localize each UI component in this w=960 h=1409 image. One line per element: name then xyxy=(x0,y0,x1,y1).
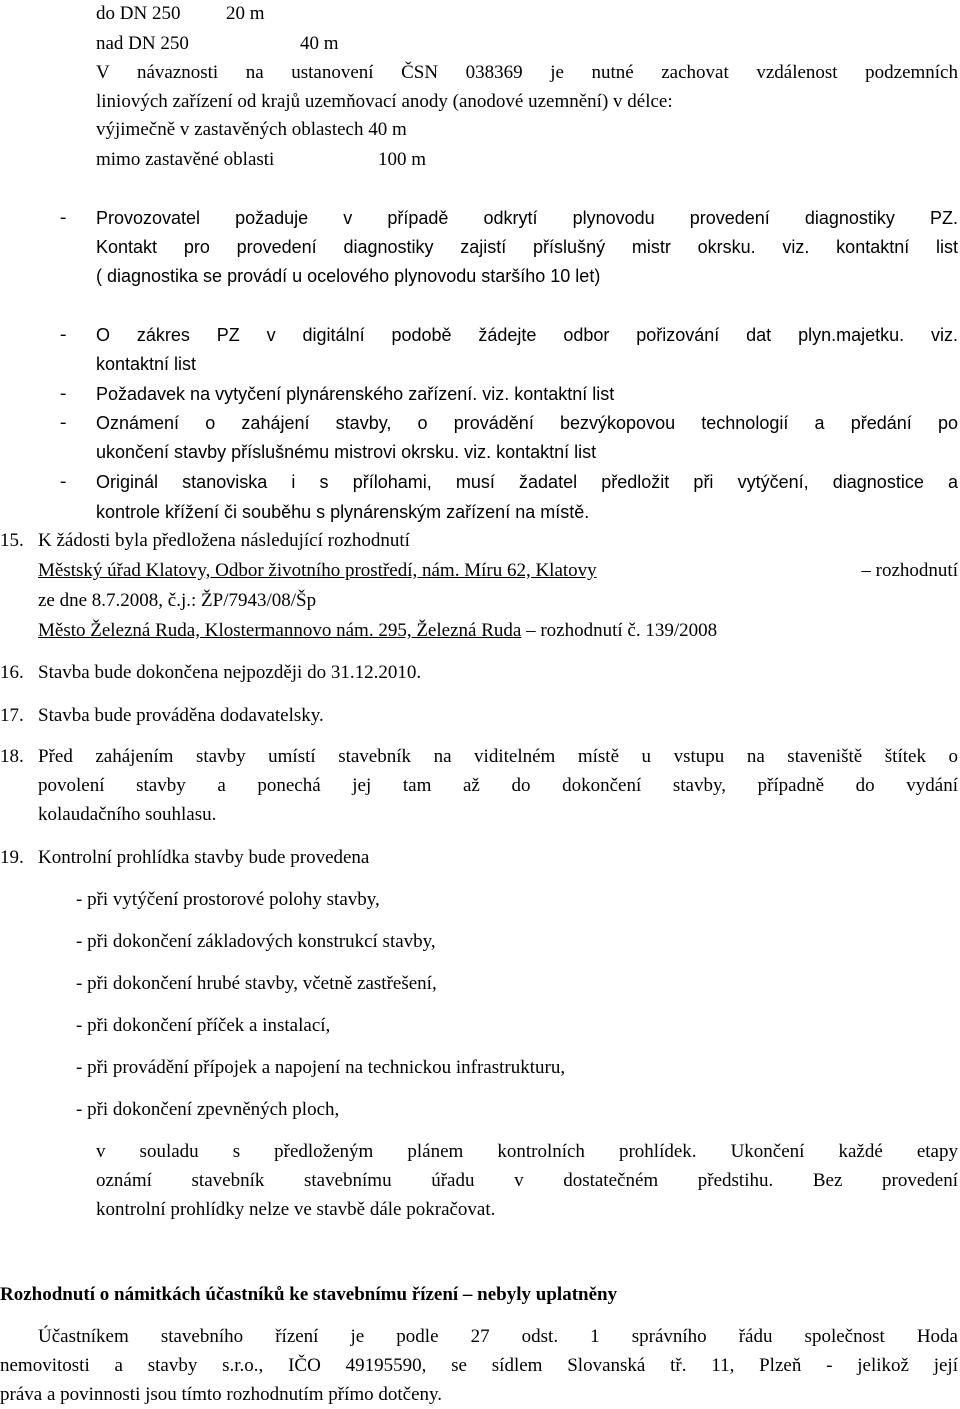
final-line-2: nemovitosti a stavby s.r.o., IČO 49195590, se sídlem Slovanská tř. 11, Plzeň - jelikož její xyxy=(0,1355,958,1376)
final-line-3: práva a povinnosti jsou tímto rozhodnutím přímo dotčeny. xyxy=(0,1384,443,1405)
decision-label-2: – rozhodnutí č. 139/2008 xyxy=(521,620,718,641)
final-line-1: Účastníkem stavebního řízení je podle 27 odst. 1 správního řádu společnost Hoda xyxy=(38,1326,958,1347)
inspection-item: - při dokončení hrubé stavby, včetně zastřešení, xyxy=(76,973,437,994)
item-17-number: 17. xyxy=(0,705,24,726)
intro-line-6: mimo zastavěné oblasti xyxy=(96,149,275,170)
bullet-dash: - xyxy=(60,324,67,345)
item-17-text: Stavba bude prováděna dodavatelsky. xyxy=(38,705,324,726)
item-18-line-1: Před zahájením stavby umístí stavebník na viditelném místě u vstupu na staveniště štítek o xyxy=(38,746,958,767)
item-15-line-1: K žádosti byla předložena následující rozhodnutí xyxy=(38,530,410,551)
bullet-dash: - xyxy=(60,383,67,404)
inspection-item: - při vytýčení prostorové polohy stavby, xyxy=(76,889,380,910)
intro-line-1 xyxy=(96,2,180,26)
item-15-line-4 xyxy=(38,619,717,643)
bullet-2-line-2: kontaktní list xyxy=(96,354,197,374)
decision-authority-1: Městský úřad Klatovy, Odbor životního prostředí, nám. Míru 62, Klatovy xyxy=(38,560,597,581)
item-15-line-3: ze dne 8.7.2008, č.j.: ŽP/7943/08/Šp xyxy=(38,590,317,611)
item-19-closing-line-1: v souladu s předloženým plánem kontrolních prohlídek. Ukončení každé etapy xyxy=(96,1141,958,1162)
bullet-2-line-1: O zákres PZ v digitální podobě žádejte odbor pořizování dat plyn.majetku. viz. xyxy=(96,325,958,345)
decision-authority-2: Město Železná Ruda, Klostermannovo nám. 295, Železná Ruda xyxy=(38,620,522,641)
item-19-text: Kontrolní prohlídka stavby bude provedena xyxy=(38,847,370,868)
intro-line-4: liniových zařízení od krajů uzemňovací anody (anodové uzemnění) v délce: xyxy=(96,91,673,112)
bullet-5-line-2: kontrole křížení či souběhu s plynárenským zařízení na místě. xyxy=(96,502,590,522)
objections-heading-text: Rozhodnutí o námitkách účastníků ke stavebnímu řízení – nebyly uplatněny xyxy=(0,1284,618,1305)
intro-line-2-value: 40 m xyxy=(300,33,339,54)
item-15-line-2 xyxy=(38,559,958,583)
item-15-number: 15. xyxy=(0,530,24,551)
bullet-4-line-1: Oznámení o zahájení stavby, o provádění bezvýkopovou technologií a předání po xyxy=(96,413,958,433)
bullet-3-line-1: Požadavek na vytyčení plynárenského zařízení. viz. kontaktní list xyxy=(96,384,615,404)
item-18-line-3: kolaudačního souhlasu. xyxy=(38,804,217,825)
decision-label-1: – rozhodnutí xyxy=(861,560,958,581)
bullet-1-line-3: ( diagnostika se provádí u ocelového plynovodu staršího 10 let) xyxy=(96,266,601,286)
intro-line-3: V návaznosti na ustanovení ČSN 038369 je nutné zachovat vzdálenost podzemních xyxy=(96,62,958,83)
bullet-dash: - xyxy=(60,471,67,492)
intro-line-5: výjimečně v zastavěných oblastech 40 m xyxy=(96,119,407,140)
intro-line-6-value: 100 m xyxy=(378,149,427,170)
bullet-4-line-2: ukončení stavby příslušnému mistrovi okrsku. viz. kontaktní list xyxy=(96,442,597,462)
item-16-text: Stavba bude dokončena nejpozději do 31.12.2010. xyxy=(38,662,422,683)
bullet-5-line-1: Originál stanoviska i s přílohami, musí žadatel předložit při vytýčení, diagnostice a xyxy=(96,472,958,492)
bullet-dash: - xyxy=(60,207,67,228)
intro-line-1-value: 20 m xyxy=(226,3,265,24)
objections-heading xyxy=(0,1283,617,1307)
inspection-item: - při provádění přípojek a napojení na technickou infrastrukturu, xyxy=(76,1057,566,1078)
inspection-item: - při dokončení příček a instalací, xyxy=(76,1015,331,1036)
intro-line-2: nad DN 250 xyxy=(96,33,189,54)
inspection-item: - při dokončení základových konstrukcí stavby, xyxy=(76,931,436,952)
item-19-number: 19. xyxy=(0,847,24,868)
bullet-1-line-2: Kontakt pro provedení diagnostiky zajistí příslušný mistr okrsku. viz. kontaktní list xyxy=(96,237,958,257)
bullet-1-line-1: Provozovatel požaduje v případě odkrytí plynovodu provedení diagnostiky PZ. xyxy=(96,208,958,228)
item-19-closing-line-3: kontrolní prohlídky nelze ve stavbě dále pokračovat. xyxy=(96,1199,496,1220)
item-16-number: 16. xyxy=(0,662,24,683)
item-18-line-2: povolení stavby a ponechá jej tam až do dokončení stavby, případně do vydání xyxy=(38,775,958,796)
item-19-closing-line-2: oznámí stavebník stavebnímu úřadu v dostatečném předstihu. Bez provedení xyxy=(96,1170,958,1191)
bullet-dash: - xyxy=(60,412,67,433)
item-18-number: 18. xyxy=(0,746,24,767)
intro-text: do DN 250 xyxy=(96,3,181,24)
inspection-item: - při dokončení zpevněných ploch, xyxy=(76,1099,340,1120)
